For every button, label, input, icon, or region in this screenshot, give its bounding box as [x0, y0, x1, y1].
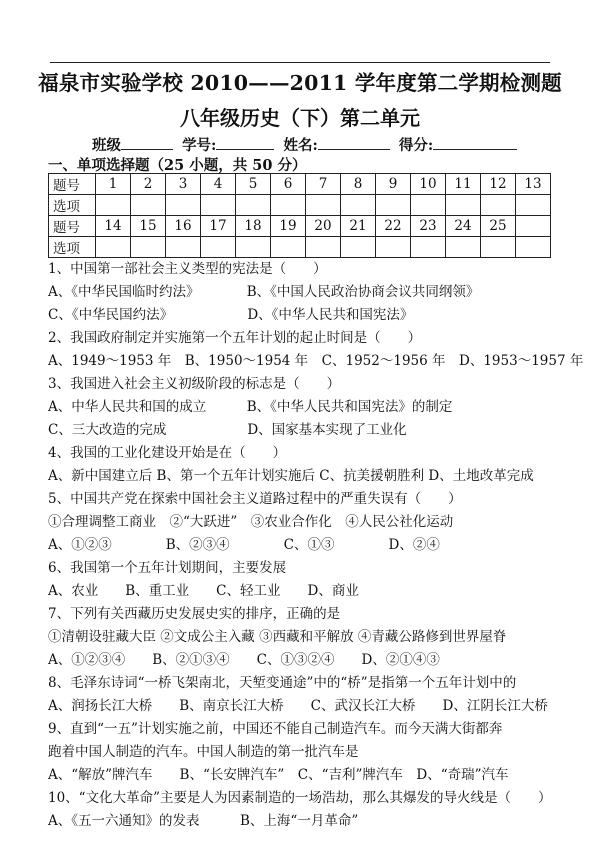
question-line: A、润扬长江大桥 B、南京长江大桥 C、武汉长江大桥 D、江阴长江大桥: [48, 698, 548, 714]
answer-table-row: [49, 195, 551, 216]
question-line: A、①②③④ B、②①③④ C、①③②④ D、②①④③: [48, 652, 440, 668]
question-number: 4: [201, 174, 236, 195]
question-number: 9: [376, 174, 411, 195]
name-blank[interactable]: [318, 135, 390, 150]
question-line: 6、我国第一个五年计划期间，主要发展: [48, 560, 287, 576]
answer-table-row: [49, 174, 551, 195]
answer-cell[interactable]: [446, 195, 481, 216]
answer-cell[interactable]: [481, 195, 516, 216]
answer-cell[interactable]: [131, 237, 166, 258]
answer-cell[interactable]: [411, 195, 446, 216]
row-label-number: 题号: [49, 174, 96, 195]
question-number: 25: [481, 216, 516, 237]
question-line: 1、中国第一部社会主义类型的宪法是（ ）: [48, 261, 327, 277]
header-rule: [50, 62, 550, 63]
question-number: 7: [306, 174, 341, 195]
question-line: 5、中国共产党在探索中国社会主义道路过程中的严重失误有（ ）: [48, 491, 462, 507]
question-number: 5: [236, 174, 271, 195]
answer-cell[interactable]: [446, 237, 481, 258]
row-label-choice: 选项: [49, 237, 96, 258]
question-number: 3: [166, 174, 201, 195]
question-number: 12: [481, 174, 516, 195]
question-line: A、农业 B、重工业 C、轻工业 D、商业: [48, 583, 359, 599]
class-blank[interactable]: [121, 135, 173, 150]
score-label: 得分:: [398, 137, 434, 154]
question-number: 18: [236, 216, 271, 237]
question-line: 7、下列有关西藏历史发展史实的排序，正确的是: [48, 606, 341, 622]
answer-cell[interactable]: [306, 195, 341, 216]
row-label-number: 题号: [49, 216, 96, 237]
question-line: A、1949～1953 年 B、1950～1954 年 C、1952～1956 年 D、1953～1957 年: [48, 353, 584, 369]
answer-cell[interactable]: [271, 237, 306, 258]
question-number: 16: [166, 216, 201, 237]
answer-cell[interactable]: [166, 195, 201, 216]
answer-cell[interactable]: [481, 237, 516, 258]
answer-cell[interactable]: [271, 195, 306, 216]
exam-title: 福泉市实验学校 2010——2011 学年度第二学期检测题: [38, 71, 562, 95]
answer-cell[interactable]: [306, 237, 341, 258]
answer-cell[interactable]: [201, 195, 236, 216]
answer-cell[interactable]: [236, 237, 271, 258]
answer-cell[interactable]: [516, 237, 551, 258]
question-line: A、新中国建立后 B、第一个五年计划实施后 C、抗美援朝胜利 D、土地改革完成: [48, 468, 534, 484]
question-number: 17: [201, 216, 236, 237]
question-line: 3、我国进入社会主义初级阶段的标志是（ ）: [48, 376, 341, 392]
question-line: C、三大改造的完成 D、国家基本实现了工业化: [48, 422, 407, 438]
answer-table-row: [49, 216, 551, 237]
question-line: 跑着中国人制造的汽车。中国人制造的第一批汽车是: [48, 744, 359, 760]
question-line: ①清朝设驻藏大臣 ②文成公主入藏 ③西藏和平解放 ④青藏公路修到世界屋脊: [48, 629, 507, 645]
answer-cell[interactable]: [376, 237, 411, 258]
question-number: 20: [306, 216, 341, 237]
question-number: 6: [271, 174, 306, 195]
question-number: 22: [376, 216, 411, 237]
question-number: 11: [446, 174, 481, 195]
question-number: 13: [516, 174, 551, 195]
number-blank[interactable]: [216, 135, 274, 150]
question-number: 24: [446, 216, 481, 237]
exam-subtitle: 八年级历史（下）第二单元: [180, 106, 420, 130]
answer-cell[interactable]: [166, 237, 201, 258]
question-line: A、中华人民共和国的成立 B、《中华人民共和国宪法》的制定: [48, 399, 453, 415]
question-number: 14: [96, 216, 131, 237]
question-number: 1: [96, 174, 131, 195]
question-line: 2、我国政府制定并实施第一个五年计划的起止时间是（ ）: [48, 330, 422, 346]
answer-cell[interactable]: [96, 237, 131, 258]
answer-cell[interactable]: [341, 237, 376, 258]
question-line: 10、“文化大革命”主要是人为因素制造的一场浩劫，那么其爆发的导火线是（ ）: [48, 790, 552, 806]
answer-cell[interactable]: [516, 195, 551, 216]
answer-cell[interactable]: [96, 195, 131, 216]
question-line: 4、我国的工业化建设开始是在（ ）: [48, 445, 287, 461]
question-line: 9、直到“一五”计划实施之前，中国还不能自己制造汽车。而今天满大街都奔: [48, 721, 503, 737]
answer-cell[interactable]: [236, 195, 271, 216]
question-line: ①合理调整工商业 ②“大跃进” ③农业合作化 ④人民公社化运动: [48, 514, 454, 530]
answer-cell[interactable]: [376, 195, 411, 216]
section-heading: 一、单项选择题（25 小题，共 50 分）: [48, 157, 307, 174]
answer-table-row: [49, 237, 551, 258]
question-number: 10: [411, 174, 446, 195]
answer-cell[interactable]: [411, 237, 446, 258]
student-info-line: [92, 134, 521, 155]
question-number: 8: [341, 174, 376, 195]
answer-cell[interactable]: [341, 195, 376, 216]
row-label-choice: 选项: [49, 195, 96, 216]
name-label: 姓名:: [283, 137, 318, 154]
score-blank[interactable]: [433, 135, 517, 150]
question-number: 15: [131, 216, 166, 237]
question-number: 23: [411, 216, 446, 237]
number-label: 学号:: [182, 137, 217, 154]
class-label: 班级: [92, 137, 121, 154]
question-line: 8、毛泽东诗词“一桥飞架南北，天堑变通途”中的“桥”是指第一个五年计划中的: [48, 675, 517, 691]
question-line: C、《中华民国约法》 D、《中华人民共和国宪法》: [48, 307, 414, 323]
question-line: A、“解放”牌汽车 B、“长安牌汽车” C、“吉利”牌汽车 D、“奇瑞”汽车: [48, 767, 509, 783]
question-number: 21: [341, 216, 376, 237]
question-number: 19: [271, 216, 306, 237]
question-line: A、《中华民国临时约法》 B、《中国人民政治协商会议共同纲领》: [48, 284, 480, 300]
answer-cell[interactable]: [131, 195, 166, 216]
answer-table: [48, 173, 551, 258]
question-number: [516, 216, 551, 237]
question-number: 2: [131, 174, 166, 195]
question-line: A、《五一六通知》的发表 B、上海“一月革命”: [48, 813, 359, 829]
question-line: A、①②③ B、②③④ C、①③ D、②④: [48, 537, 440, 553]
answer-cell[interactable]: [201, 237, 236, 258]
